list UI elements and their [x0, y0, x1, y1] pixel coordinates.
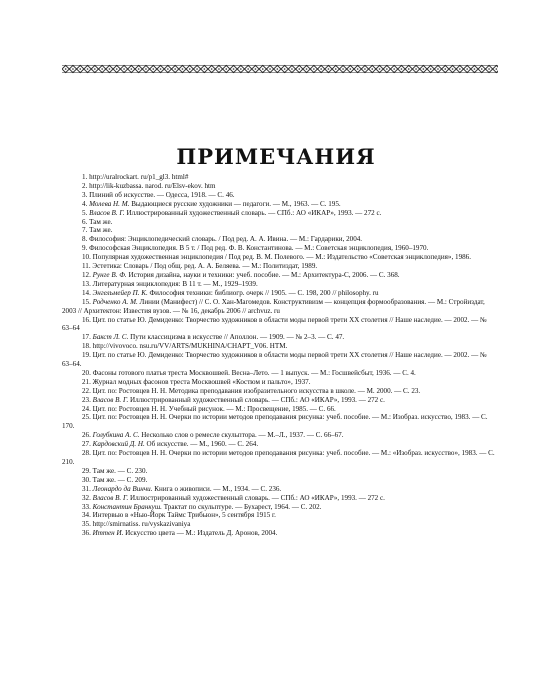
note-item: 18. http://vivovoco. nsu.ru/VV/ARTS/MUKHINA/CHAPT_V06. HTM. [82, 342, 288, 351]
note-item: 12. Рунге В. Ф. История дизайна, науки и техники: учеб. пособие. — М.: Архитектура-С, 2006. — С. 368. [82, 270, 400, 279]
notes-list [62, 173, 498, 538]
note-item: 2. http://lik-kuzbassa. narod. ru/Elsv-ekov. htm [82, 181, 216, 190]
note-item: 4. Молева Н. М. Выдающиеся русские художники — педагоги. — М., 1963. — С. 195. [82, 199, 341, 208]
note-item: 20. Фасоны готового платья треста Москвошвей. Весна–Лето. — 1 выпуск. — М.: Госшвейсбыт, 1936. — С. 4. [82, 368, 416, 377]
note-item: 28. Цит. по: Ростовцев Н. Н. Очерки по истории методов преподавания рисунка: учеб. пособие. — М.: «Изобраз. искусство», 1983. — С. 210. [62, 449, 495, 466]
note-item: 9. Философская Энциклопедия. В 5 т. / Под ред. Ф. В. Константинова. — М.: Советская энциклопедия, 1960–1970. [82, 244, 429, 253]
note-item: 15. Родченко А. М. Линии (Манифест) // С. О. Хан-Магомедов. Конструктивизм — концепция формообразования. — М.: Стройиздат, 2003 // Архитектон: Известия вузов. — № 16, декабрь 2006 // archvuz. ru [62, 297, 485, 315]
note-item: 23. Власов В. Г. Иллюстрированный художественный словарь. — СПб.: АО «ИКАР», 1993. — 272 с. [82, 395, 385, 404]
note-item: 24. Цит. по: Ростовцев Н. Н. Учебный рисунок. — М.: Просвещение, 1985. — С. 66. [82, 404, 336, 413]
note-item: 26. Голубкина А. С. Несколько слов о ремесле скульптора. — М.–Л., 1937. — С. 66–67. [82, 431, 344, 440]
decorative-ornament-border [62, 62, 498, 76]
note-item: 17. Бакст Л. С. Пути классицизма в искусстве // Аполлон. — 1909. — № 2–3. — С. 47. [82, 333, 345, 342]
note-item: 7. Там же. [82, 226, 113, 235]
note-item: 25. Цит. по: Ростовцев Н. Н. Очерки по истории методов преподавания рисунка: учеб. пособие. — М.: Изобраз. искусство, 1983. — С. 170. [62, 413, 488, 431]
note-item: 29. Там же. — С. 230. [82, 466, 148, 475]
note-item: 30. Там же. — С. 209. [82, 475, 148, 484]
note-item: 8. Философия: Энциклопедический словарь. / Под ред. А. А. Ивина. — М.: Гардарики, 2004. [82, 235, 363, 244]
note-item: 5. Власов В. Г. Иллюстрированный художественный словарь. — СПб.: АО «ИКАР», 1993. — 272 с. [82, 208, 382, 217]
note-item: 34. Интервью в «Нью-Йорк Таймс Трибьюн», 5 сентября 1915 г. [82, 511, 276, 520]
note-item: 11. Эстетика: Словарь / Под общ. ред. А. А. Беляева. — М.: Политиздат, 1989. [82, 262, 318, 271]
note-item: 22. Цит. по: Ростовцев Н. Н. Методика преподавания изобразительного искусства в школе. — М. 2000. — С. 23. [82, 386, 421, 395]
note-item: 10. Популярная художественная энциклопедия / Под ред. В. М. Полевого. — М.: Издательство «Советская энциклопедия», 1986. [82, 253, 471, 262]
note-item: 33. Константин Бранкуш. Трактат по скульптуре. — Бухарест, 1964. — С. 202. [82, 502, 322, 511]
note-item: 21. Журнал модных фасонов треста Москвошвей «Костюм и пальто», 1937. [82, 377, 311, 386]
note-item: 14. Энгельмейер П. К. Философия техники: библиогр. очерк // 1905. — С. 198, 200 // philosophy. ru [82, 288, 379, 297]
note-item: 36. Иттен И. Искусство цвета — М.: Издатель Д. Аронов, 2004. [82, 529, 278, 538]
note-item: 19. Цит. по статье Ю. Демиденко: Творчество художников в области моды первой трети XX столетия // Наше наследие. — 2002. — № 63–64. [62, 351, 487, 369]
note-item: 6. Там же. [82, 217, 113, 226]
note-item: 32. Власов В. Г. Иллюстрированный художественный словарь. — СПб.: АО «ИКАР», 1993. — 272 с. [82, 493, 385, 502]
page-title: ПРИМЕЧАНИЯ [176, 144, 376, 169]
note-item: 31. Леонардо да Винчи. Книга о живописи. — М., 1934. — С. 236. [82, 484, 282, 493]
note-item: 1. http://uralrockart. ru/p1_gl3. html# [82, 173, 189, 181]
note-item: 3. Плиний об искусстве. — Одесса, 1918. — С. 46. [82, 190, 235, 199]
note-item: 27. Кардовский Д. Н. Об искусстве. — М., 1960. — С. 264. [82, 440, 259, 449]
note-item: 35. http://smirnatiss. ru/vyskazivaniya [82, 520, 191, 529]
note-item: 13. Литературная энциклопедия: В 11 т. — М., 1929–1939. [82, 279, 258, 288]
ornament-pattern [62, 62, 498, 76]
note-item: 16. Цит. по статье Ю. Демиденко: Творчество художников в области моды первой трети XX столетия // Наше наследие. — 2002. — № 63–64 [62, 315, 487, 333]
